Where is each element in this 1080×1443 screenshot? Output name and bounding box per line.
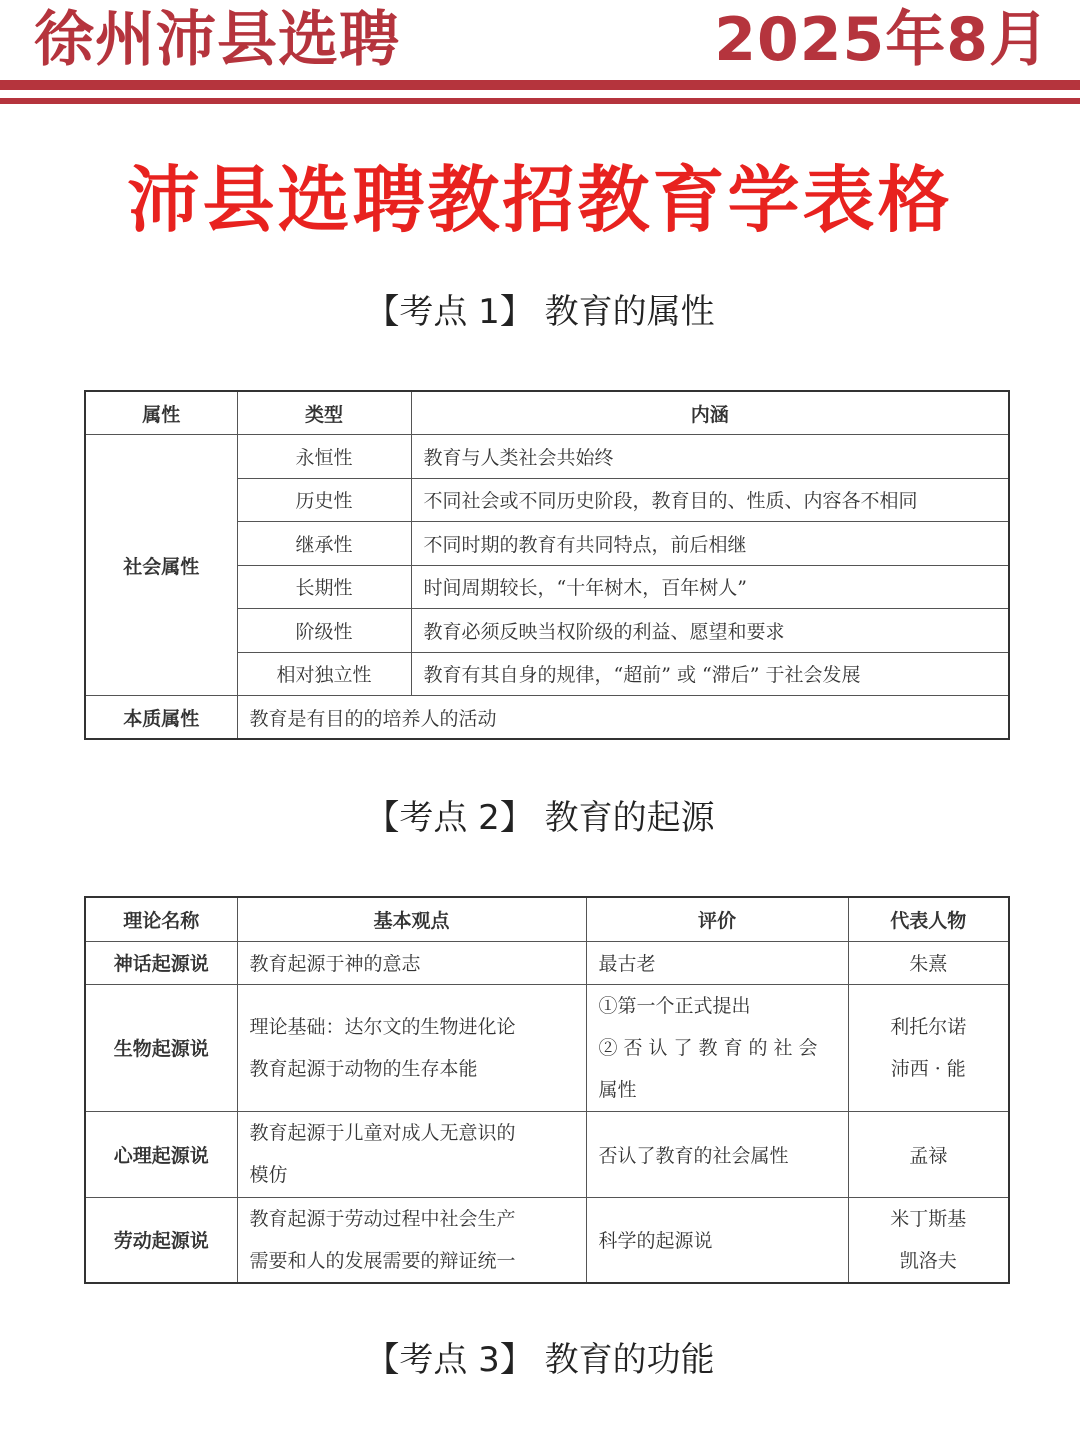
theory-view-line: 需要和人的发展需要的辩证统一 xyxy=(249,1249,516,1272)
table2-header-eval: 评价 xyxy=(586,897,848,941)
table-row xyxy=(85,435,1009,479)
attr-meaning: 教育必须反映当权阶级的利益、愿望和要求 xyxy=(411,609,1009,653)
attr-type: 历史性 xyxy=(237,478,411,522)
attr-type: 相对独立性 xyxy=(237,652,411,696)
theory-view-line: 教育起源于儿童对成人无意识的 xyxy=(249,1122,516,1144)
essence-attr-meaning: 教育是有目的的培养人的活动 xyxy=(237,696,1009,740)
table-row xyxy=(85,696,1009,740)
theory-eval: 最古老 xyxy=(586,941,848,984)
theory-person: 米丁斯基 xyxy=(890,1207,967,1230)
header-rule-thin xyxy=(0,98,1080,104)
theory-eval: 科学的起源说 xyxy=(586,1197,848,1283)
header-rule-thick xyxy=(0,80,1080,90)
attr-type: 长期性 xyxy=(237,565,411,609)
theory-view-line: 教育起源于动物的生存本能 xyxy=(249,1057,478,1080)
section-2-title: 【考点 2】 教育的起源 xyxy=(365,798,715,838)
table1-header-meaning: 内涵 xyxy=(411,391,1009,435)
theory-view-line: 教育起源于劳动过程中社会生产 xyxy=(249,1207,516,1230)
theory-name: 劳动起源说 xyxy=(85,1197,237,1283)
theory-people xyxy=(848,984,1009,1111)
header-left-title: 徐州沛县选聘 xyxy=(34,5,400,75)
attr-type: 永恒性 xyxy=(237,435,411,479)
origins-table xyxy=(84,896,1010,1284)
attr-type: 继承性 xyxy=(237,522,411,566)
essence-attr-label: 本质属性 xyxy=(85,696,237,740)
table-row xyxy=(85,941,1009,984)
theory-view xyxy=(237,1197,586,1283)
table-row xyxy=(85,1111,1009,1197)
theory-eval xyxy=(586,984,848,1111)
section-3-title: 【考点 3】 教育的功能 xyxy=(365,1340,715,1380)
theory-people: 孟禄 xyxy=(848,1111,1009,1197)
theory-person: 凯洛夫 xyxy=(899,1249,957,1272)
theory-person: 沛西 · 能 xyxy=(890,1057,966,1080)
table-row xyxy=(85,984,1009,1111)
theory-name: 心理起源说 xyxy=(85,1111,237,1197)
theory-people: 朱熹 xyxy=(848,941,1009,984)
social-attr-label: 社会属性 xyxy=(85,435,237,696)
attr-meaning: 时间周期较长，“十年树木，百年树人” xyxy=(411,565,1009,609)
table-row xyxy=(85,1197,1009,1283)
table2-header-people: 代表人物 xyxy=(848,897,1009,941)
header-date: 2025年8月 xyxy=(714,5,1050,75)
table2-header-view: 基本观点 xyxy=(237,897,586,941)
theory-eval: 否认了教育的社会属性 xyxy=(586,1111,848,1197)
table1-header-type: 类型 xyxy=(237,391,411,435)
page-title: 沛县选聘教招教育学表格 xyxy=(127,158,953,242)
theory-eval-line: 属性 xyxy=(598,1078,637,1101)
theory-view xyxy=(237,1111,586,1197)
table1-header-attr: 属性 xyxy=(85,391,237,435)
attr-meaning: 不同时期的教育有共同特点，前后相继 xyxy=(411,522,1009,566)
theory-eval-line: ②否认了教育的社会 xyxy=(598,1036,824,1059)
theory-people xyxy=(848,1197,1009,1283)
attr-meaning: 教育与人类社会共始终 xyxy=(411,435,1009,479)
theory-view-line: 理论基础：达尔文的生物进化论 xyxy=(249,1015,516,1038)
attr-type: 阶级性 xyxy=(237,609,411,653)
section-1-title: 【考点 1】 教育的属性 xyxy=(365,292,715,332)
theory-view-line: 模仿 xyxy=(249,1164,288,1186)
theory-eval-line: ①第一个正式提出 xyxy=(598,994,751,1017)
theory-name: 生物起源说 xyxy=(85,984,237,1111)
theory-view: 教育起源于神的意志 xyxy=(237,941,586,984)
attr-meaning: 教育有其自身的规律，“超前” 或 “滞后” 于社会发展 xyxy=(411,652,1009,696)
attributes-table xyxy=(84,390,1010,740)
attr-meaning: 不同社会或不同历史阶段，教育目的、性质、内容各不相同 xyxy=(411,478,1009,522)
theory-view xyxy=(237,984,586,1111)
table2-header-name: 理论名称 xyxy=(85,897,237,941)
theory-name: 神话起源说 xyxy=(85,941,237,984)
theory-person: 利托尔诺 xyxy=(890,1015,967,1038)
